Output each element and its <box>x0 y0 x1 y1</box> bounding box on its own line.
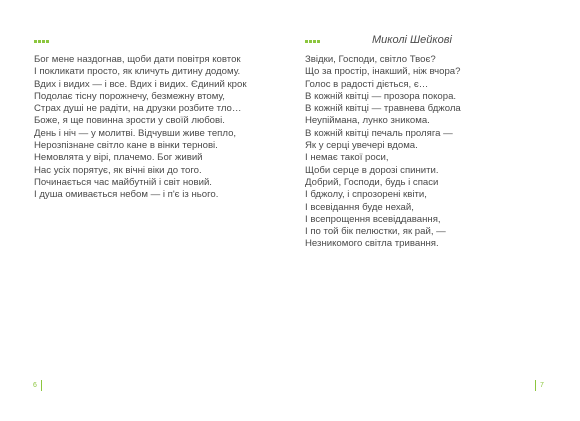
poem-line: Як у серці увечері вдома. <box>305 140 418 152</box>
poem-line: Що за простір, інакший, ніж вчора? <box>305 66 461 78</box>
poem-line: І душа омивається небом — і п'є із нього. <box>34 189 219 201</box>
poem-line: Боже, я ще повинна зрости у своїй любові. <box>34 115 225 127</box>
page-number <box>33 380 42 391</box>
poem-line: І покликати просто, як кличуть дитину додому. <box>34 66 241 78</box>
dedication: Миколі Шейкові <box>372 34 452 46</box>
poem-line: І немає такої роси, <box>305 152 389 164</box>
poem-text <box>305 54 461 251</box>
right-page <box>290 0 580 421</box>
ornament-icon <box>305 40 320 43</box>
poem-line: Неупіймана, лунко зникома. <box>305 115 430 127</box>
folio-rule <box>535 380 536 391</box>
poem-line: Подолає тісну порожнечу, безмежну втому, <box>34 90 225 102</box>
poem-line: Немовлята у вірі, плачемо. Бог живий <box>34 152 203 164</box>
poem-line: В кожній квітці печаль проляга — <box>305 127 453 139</box>
poem-line: Звідки, Господи, світло Твоє? <box>305 54 436 65</box>
poem-line: Вдих і видих — і все. Вдих і видих. Єдиний крок <box>34 78 247 90</box>
poem-line: І всевідання буде нехай, <box>305 201 414 213</box>
poem-line: Нерозпізнане світло кане в вінки тернові. <box>34 140 218 152</box>
poem-line: Нас усіх порятує, як вічні віки до того. <box>34 164 202 176</box>
poem-line: Щоби серце в дорозі спинити. <box>305 164 439 176</box>
page-number-text: 6 <box>33 382 37 389</box>
poem-line: В кожній квітці — прозора покора. <box>305 90 457 102</box>
poem-line: Страх душі не радіти, на друзки розбите тло… <box>34 103 242 115</box>
folio-rule <box>41 380 42 391</box>
poem-line: Починається час майбутній і світ новий. <box>34 176 212 188</box>
poem-line: І по той бік пелюстки, як рай, — <box>305 226 446 238</box>
poem-text <box>34 54 247 202</box>
poem-line: День і ніч — у молитві. Відчувши живе тепло, <box>34 127 237 139</box>
poem-line: І бджолу, і спрозорені квіти, <box>305 189 427 201</box>
poem-line: Голос в радості діється, є… <box>305 78 429 90</box>
poem-line: І всепрощення всевіддавання, <box>305 213 441 225</box>
page-number <box>535 380 544 391</box>
poem-line: В кожній квітці — травнева бджола <box>305 103 461 115</box>
poem-line: Добрий, Господи, будь і спаси <box>305 176 439 188</box>
poem-line: Бог мене наздогнав, щоби дати повітря ковток <box>34 54 241 65</box>
poem-line: Незникомого світла тривання. <box>305 238 439 250</box>
page-number-text: 7 <box>540 382 544 389</box>
ornament-icon <box>34 40 49 43</box>
